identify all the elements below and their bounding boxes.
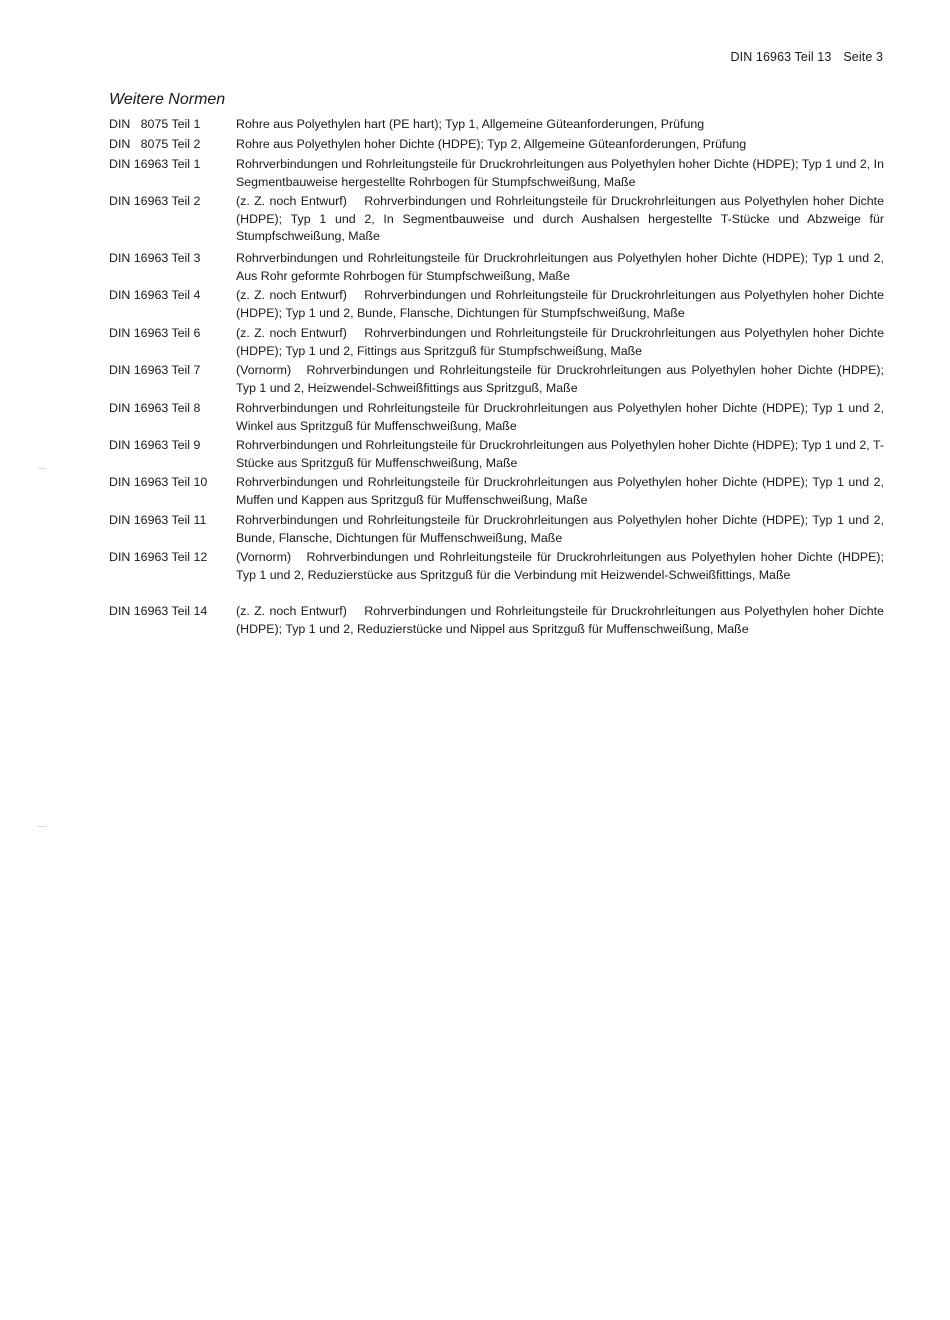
norm-title: (z. Z. noch Entwurf) Rohrverbindungen und Rohrleitungsteile für Druckrohrleitungen aus Polyethylen hoher Dichte (HDPE); Typ 1 und 2, Reduzierstücke und Nippel aus Spritzguß für Muffenschweißung, Maße bbox=[236, 604, 888, 636]
norm-entry bbox=[109, 437, 884, 472]
norm-id: DIN 16963 Teil 3 bbox=[109, 251, 201, 265]
norm-id: DIN 8075 Teil 2 bbox=[109, 137, 201, 151]
norm-title: (z. Z. noch Entwurf) Rohrverbindungen und Rohrleitungsteile für Druckrohrleitungen aus Polyethylen hoher Dichte (HDPE); Typ 1 und 2, In Segmentbauweise und durch Aushalsen hergestellte T-Stücke und Abzweige für Stumpfschweißung, Maße bbox=[236, 194, 888, 244]
norm-id: DIN 16963 Teil 1 bbox=[109, 157, 201, 171]
norm-title: Rohrverbindungen und Rohrleitungsteile für Druckrohrleitungen aus Polyethylen hoher Dichte (HDPE); Typ 1 und 2, Muffen und Kappen aus Spritzguß für Muffenschweißung, Maße bbox=[236, 475, 888, 507]
norm-id: DIN 16963 Teil 4 bbox=[109, 288, 201, 302]
norm-id: DIN 16963 Teil 14 bbox=[109, 604, 208, 618]
norm-entry bbox=[109, 400, 888, 435]
norm-entry bbox=[109, 193, 888, 246]
norm-id: DIN 16963 Teil 8 bbox=[109, 401, 201, 415]
norm-title: Rohre aus Polyethylen hart (PE hart); Typ 1, Allgemeine Güteanforderungen, Prüfung bbox=[236, 117, 705, 131]
section-title: Weitere Normen bbox=[109, 91, 226, 108]
norm-id: DIN 16963 Teil 9 bbox=[109, 438, 201, 452]
norm-entry bbox=[109, 325, 888, 360]
document-id: DIN 16963 Teil 13 bbox=[730, 50, 832, 64]
norm-entry bbox=[109, 362, 888, 397]
norm-title: Rohrverbindungen und Rohrleitungsteile für Druckrohrleitungen aus Polyethylen hoher Dichte (HDPE); Typ 1 und 2, Winkel aus Spritzguß für Muffenschweißung, Maße bbox=[236, 401, 888, 433]
norm-title: (z. Z. noch Entwurf) Rohrverbindungen und Rohrleitungsteile für Druckrohrleitungen aus Polyethylen hoher Dichte (HDPE); Typ 1 und 2, Bunde, Flansche, Dichtungen für Stumpfschweißung, Maße bbox=[236, 288, 888, 320]
page-header bbox=[731, 50, 883, 64]
norm-title: (Vornorm) Rohrverbindungen und Rohrleitungsteile für Druckrohrleitungen aus Polyethylen hoher Dichte (HDPE); Typ 1 und 2, Heizwendel-Schweißfittings aus Spritzguß, Maße bbox=[236, 363, 888, 395]
norm-entry bbox=[109, 156, 888, 191]
norm-id: DIN 16963 Teil 12 bbox=[109, 550, 208, 564]
norm-entry bbox=[109, 549, 888, 584]
norm-title: Rohrverbindungen und Rohrleitungsteile für Druckrohrleitungen aus Polyethylen hoher Dichte (HDPE); Typ 1 und 2, In Segmentbauweise hergestellte Rohrbogen für Stumpfschweißung, Maße bbox=[236, 157, 888, 189]
norm-entry bbox=[109, 136, 884, 154]
norm-id: DIN 8075 Teil 1 bbox=[109, 117, 201, 131]
norm-title: Rohrverbindungen und Rohrleitungsteile für Druckrohrleitungen aus Polyethylen hoher Dichte (HDPE); Typ 1 und 2, Aus Rohr geformte Rohrbogen für Stumpfschweißung, Maße bbox=[236, 251, 887, 283]
norm-title: (Vornorm) Rohrverbindungen und Rohrleitungsteile für Druckrohrleitungen aus Polyethylen hoher Dichte (HDPE); Typ 1 und 2, Reduzierstücke aus Spritzguß für die Verbindung mit Heizwendel-Schweißfittings, Maße bbox=[236, 550, 888, 582]
margin-mark bbox=[38, 468, 46, 469]
norm-entry bbox=[109, 512, 888, 547]
norm-id: DIN 16963 Teil 11 bbox=[109, 513, 207, 527]
norm-entry bbox=[109, 287, 888, 322]
norm-entry bbox=[109, 116, 884, 134]
norm-id: DIN 16963 Teil 2 bbox=[109, 194, 201, 208]
norm-entry bbox=[109, 603, 888, 638]
norm-id: DIN 16963 Teil 7 bbox=[109, 363, 201, 377]
margin-mark bbox=[38, 826, 46, 827]
page-number: Seite 3 bbox=[843, 50, 883, 64]
norm-title: (z. Z. noch Entwurf) Rohrverbindungen und Rohrleitungsteile für Druckrohrleitungen aus Polyethylen hoher Dichte (HDPE); Typ 1 und 2, Fittings aus Spritzguß für Stumpfschweißung, Maße bbox=[236, 326, 888, 358]
norm-title: Rohrverbindungen und Rohrleitungsteile für Druckrohrleitungen aus Polyethylen hoher Dichte (HDPE); Typ 1 und 2, Bunde, Flansche, Dichtungen für Muffenschweißung, Maße bbox=[236, 513, 888, 545]
norm-title: Rohrverbindungen und Rohrleitungsteile für Druckrohrleitungen aus Polyethylen hoher Dichte (HDPE); Typ 1 und 2, T-Stücke aus Spritzguß für Muffenschweißung, Maße bbox=[236, 438, 884, 470]
norm-id: DIN 16963 Teil 10 bbox=[109, 475, 208, 489]
norm-id: DIN 16963 Teil 6 bbox=[109, 326, 201, 340]
norm-title: Rohre aus Polyethylen hoher Dichte (HDPE); Typ 2, Allgemeine Güteanforderungen, Prüfung bbox=[236, 137, 747, 151]
norm-entry bbox=[109, 250, 887, 285]
norm-entry bbox=[109, 474, 888, 509]
